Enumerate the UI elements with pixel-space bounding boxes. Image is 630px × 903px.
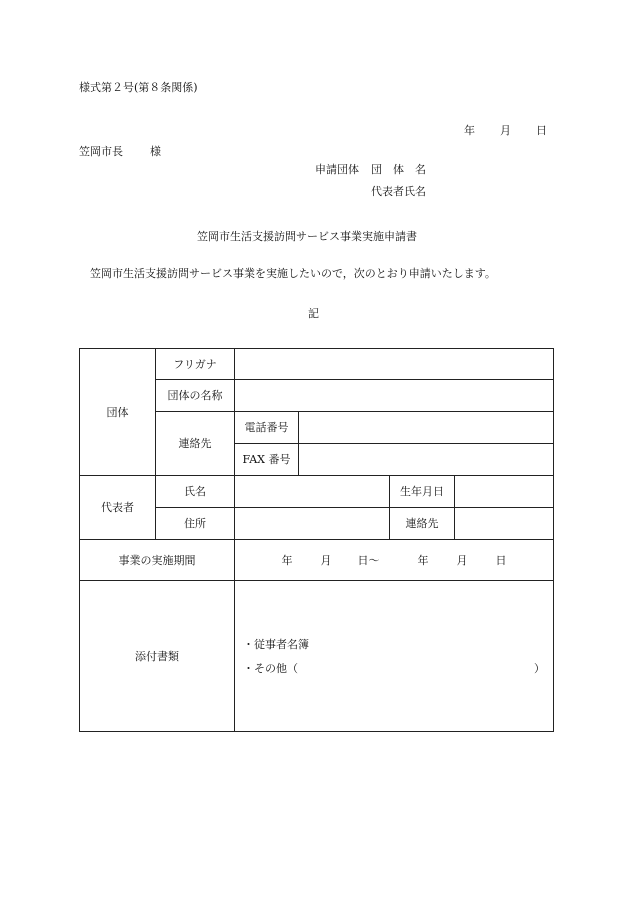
rep-contact-label: 連絡先: [390, 508, 455, 540]
birthdate-field[interactable]: [455, 476, 554, 508]
phone-label: 電話番号: [235, 412, 299, 444]
attach-item2-text: ・その他（: [243, 661, 298, 675]
attach-item-other: [243, 656, 553, 680]
attachments-field[interactable]: [235, 581, 554, 732]
period-day-from-label: 日～: [357, 553, 380, 567]
attach-item1-text: ・従事者名簿: [243, 637, 309, 651]
rep-section-label: 代表者: [80, 476, 156, 540]
furigana-label: フリガナ: [156, 349, 235, 380]
fax-field[interactable]: [299, 444, 554, 476]
applicant-label: 申請団体: [315, 163, 359, 176]
period-year-label: 年: [281, 553, 293, 567]
org-name-cell-label: 団体の名称: [156, 380, 235, 412]
date-month-label: 月: [500, 124, 511, 137]
address-label: 住所: [156, 508, 235, 540]
org-name-field[interactable]: [235, 380, 554, 412]
addressee: 笠岡市長: [79, 145, 123, 158]
body-text: 笠岡市生活支援訪問サービス事業を実施したいので，次のとおり申請いたします。: [90, 267, 496, 280]
phone-field[interactable]: [299, 412, 554, 444]
rep-contact-field[interactable]: [455, 508, 554, 540]
org-name-label: 団 体 名: [371, 163, 426, 176]
form-number: 様式第２号(第８条関係): [79, 81, 198, 94]
rep-name-label-cell: 氏名: [156, 476, 235, 508]
address-field[interactable]: [235, 508, 390, 540]
period-day2-label: 日: [495, 553, 507, 567]
furigana-field[interactable]: [235, 349, 554, 380]
period-field[interactable]: [235, 540, 554, 581]
rep-name-field[interactable]: [235, 476, 390, 508]
period-label: 事業の実施期間: [80, 540, 235, 581]
application-table: [79, 348, 554, 732]
rep-name-label: 代表者氏名: [371, 185, 426, 198]
birthdate-label: 生年月日: [390, 476, 455, 508]
attachments-label: 添付書類: [80, 581, 235, 732]
period-values: [235, 555, 553, 566]
period-month2-label: 月: [456, 553, 468, 567]
fax-label: FAX 番号: [235, 444, 299, 476]
addressee-suffix: 様: [150, 145, 161, 158]
attach-item2-close: ）: [534, 661, 545, 675]
org-section-label: 団体: [80, 349, 156, 476]
date-year-label: 年: [464, 124, 475, 137]
attach-item-roster: [243, 632, 553, 656]
document-title: 笠岡市生活支援訪問サービス事業実施申請書: [197, 230, 417, 243]
contact-label: 連絡先: [156, 412, 235, 476]
period-month-label: 月: [320, 553, 332, 567]
date-day-label: 日: [536, 124, 547, 137]
period-year2-label: 年: [417, 553, 429, 567]
ki-mark: 記: [308, 307, 319, 320]
